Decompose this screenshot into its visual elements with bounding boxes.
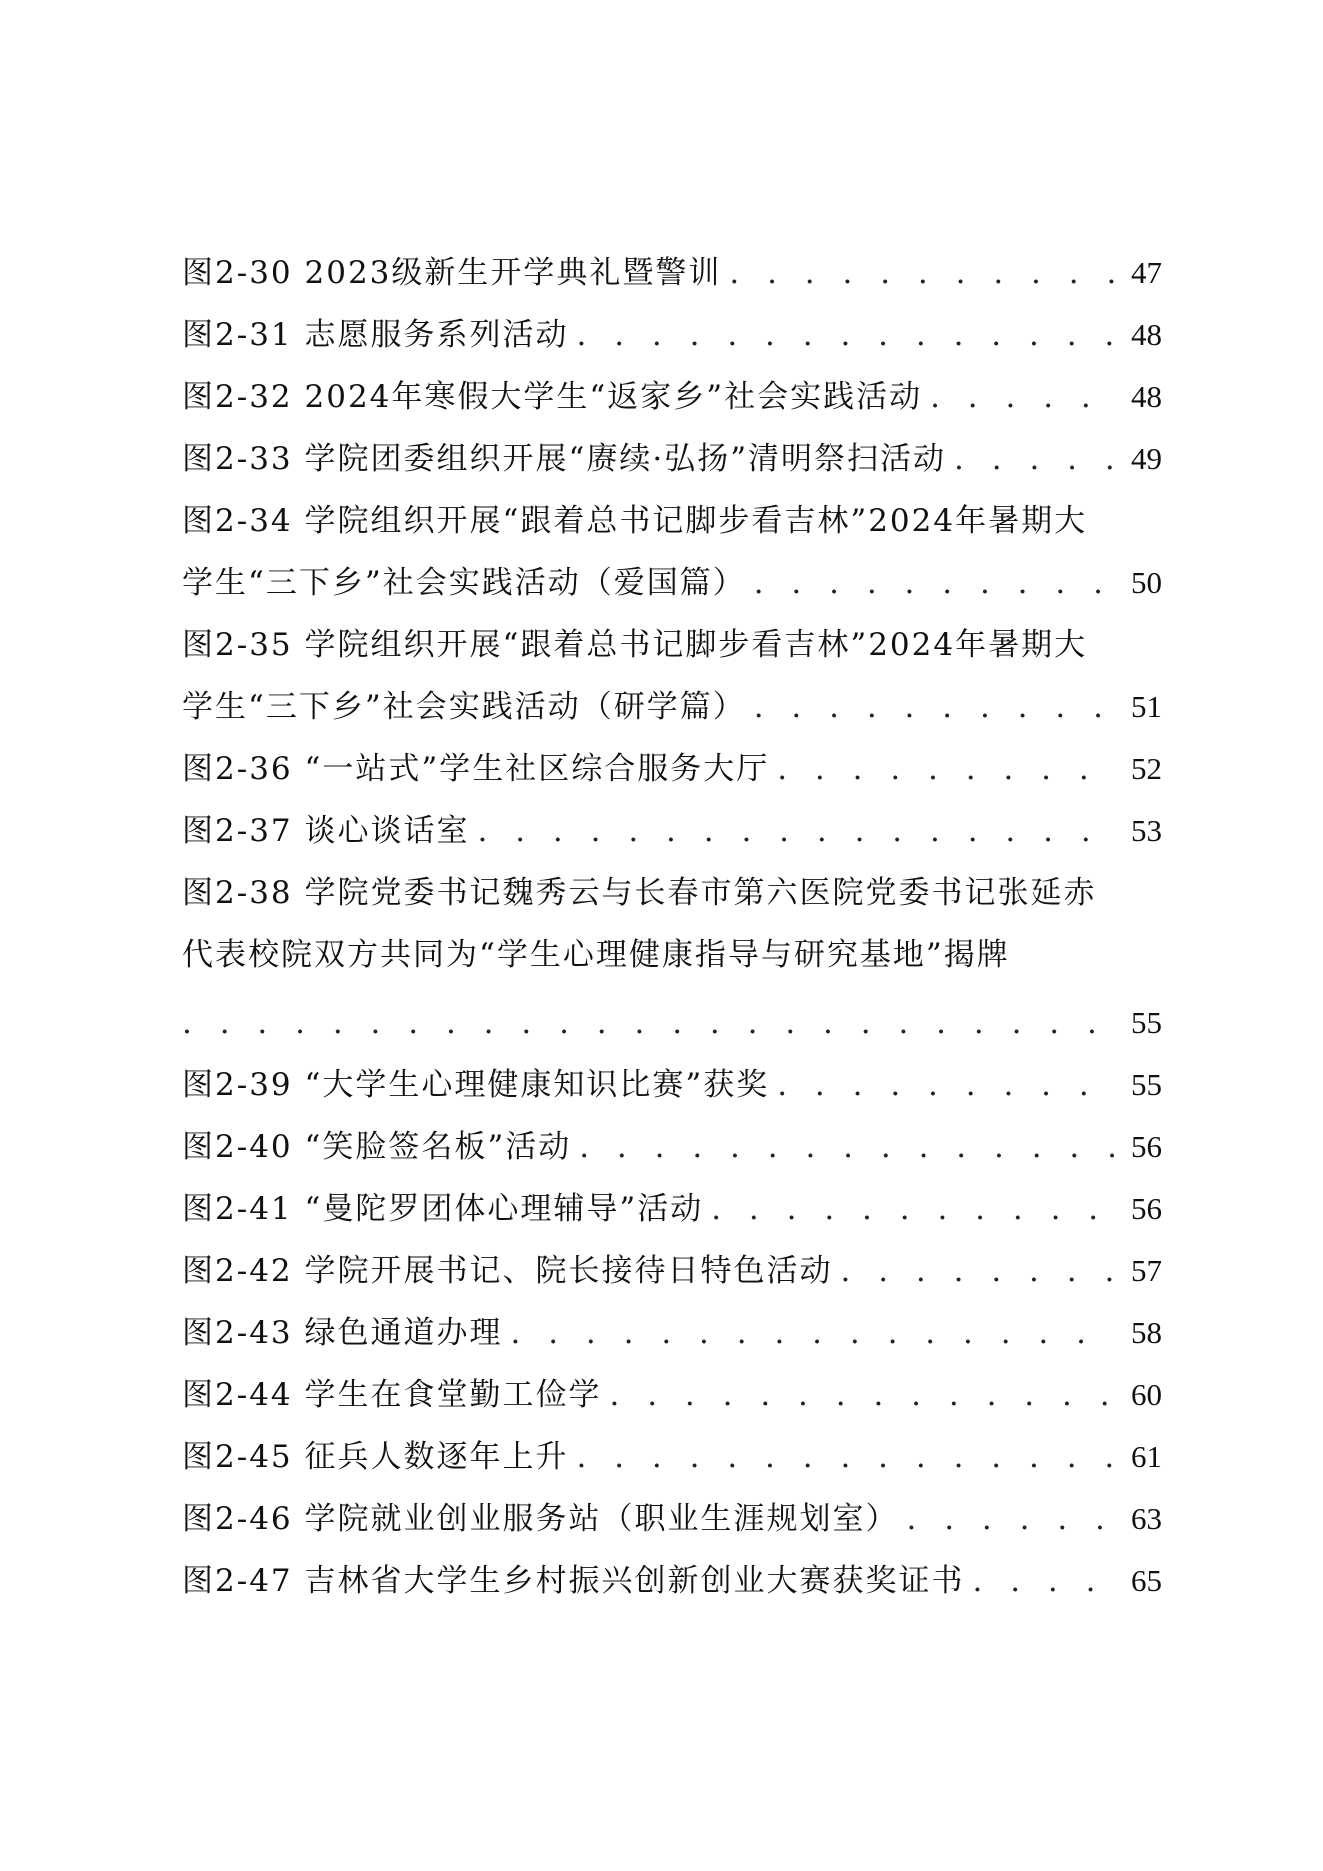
toc-entry-line[interactable]: [182, 924, 1162, 986]
toc-entry-page: 52: [1131, 751, 1162, 786]
toc-entry-label: 图2-32 2024年寒假大学生“返家乡”社会实践活动: [182, 379, 923, 415]
toc-entry-page: 56: [1131, 1129, 1162, 1164]
toc-entry[interactable]: [182, 304, 1162, 366]
toc-entry[interactable]: [182, 242, 1162, 304]
toc-entry-page: 61: [1131, 1439, 1162, 1474]
dot-leader: [703, 1178, 1114, 1240]
dot-leader: [746, 552, 1114, 614]
toc-entry-label: 图2-33 学院团委组织开展“赓续·弘扬”清明祭扫活动: [182, 441, 947, 477]
toc-entry-page: 49: [1131, 441, 1162, 476]
toc-entry[interactable]: [182, 800, 1162, 862]
toc-entry[interactable]: [182, 738, 1162, 800]
dot-leader: [569, 1426, 1115, 1488]
dot-leader: [470, 800, 1115, 862]
dot-leader: [503, 1302, 1115, 1364]
toc-entry-page: 57: [1131, 1253, 1162, 1288]
toc-entry-label-line1: 图2-34 学院组织开展“跟着总书记脚步看吉林”2024年暑期大: [182, 503, 1088, 539]
dot-leader: [569, 304, 1115, 366]
toc-entry-label: 图2-43 绿色通道办理: [182, 1315, 503, 1351]
toc-entry-label: 图2-42 学院开展书记、院长接待日特色活动: [182, 1253, 833, 1289]
toc-entry-page: 60: [1131, 1377, 1162, 1412]
dot-leader: [571, 1116, 1114, 1178]
toc-entry-label: 图2-39 “大学生心理健康知识比赛”获奖: [182, 1067, 770, 1103]
toc-entry[interactable]: [182, 1364, 1162, 1426]
toc-entry-line[interactable]: [182, 614, 1162, 676]
table-of-figures: [182, 242, 1162, 1612]
toc-entry[interactable]: [182, 1488, 1162, 1550]
toc-entry-line[interactable]: [182, 490, 1162, 552]
toc-entry-label: 图2-40 “笑脸签名板”活动: [182, 1129, 572, 1165]
toc-entry-label: 图2-47 吉林省大学生乡村振兴创新创业大赛获奖证书: [182, 1563, 965, 1599]
toc-entry-label: 图2-30 2023级新生开学典礼暨警训: [182, 255, 722, 291]
toc-entry-label: 图2-45 征兵人数逐年上升: [182, 1439, 569, 1475]
toc-entry[interactable]: [182, 1550, 1162, 1612]
toc-entry[interactable]: [182, 428, 1162, 490]
dot-leader: [965, 1550, 1115, 1612]
toc-entry-label: 图2-31 志愿服务系列活动: [182, 317, 569, 353]
toc-entry-label-line1: 图2-38 学院党委书记魏秀云与长春市第六医院党委书记张延赤: [182, 875, 1097, 911]
toc-entry-label: 图2-36 “一站式”学生社区综合服务大厅: [182, 751, 770, 787]
dot-leader: [769, 1054, 1114, 1116]
toc-entry-label: 图2-37 谈心谈话室: [182, 813, 470, 849]
dot-leader: [769, 738, 1114, 800]
toc-entry[interactable]: [182, 1054, 1162, 1116]
toc-entry[interactable]: [182, 676, 1162, 738]
toc-entry-page: 65: [1131, 1563, 1162, 1598]
dot-leader: [922, 366, 1114, 428]
toc-entry[interactable]: [182, 552, 1162, 614]
toc-entry[interactable]: [182, 366, 1162, 428]
toc-entry-line[interactable]: [182, 862, 1162, 924]
toc-entry[interactable]: [182, 1302, 1162, 1364]
toc-entry-page: 47: [1131, 255, 1162, 290]
toc-entry[interactable]: [182, 1116, 1162, 1178]
toc-entry[interactable]: [182, 1426, 1162, 1488]
toc-entry[interactable]: [182, 1240, 1162, 1302]
toc-entry-page: 55: [1131, 1067, 1162, 1102]
toc-entry-label-line1: 图2-35 学院组织开展“跟着总书记脚步看吉林”2024年暑期大: [182, 627, 1088, 663]
toc-entry-page: 53: [1131, 813, 1162, 848]
toc-entry-page: 51: [1131, 689, 1162, 724]
dot-leader: [946, 428, 1114, 490]
toc-entry-page: 48: [1131, 379, 1162, 414]
dot-leader: [602, 1364, 1115, 1426]
toc-entry-label: 图2-44 学生在食堂勤工俭学: [182, 1377, 602, 1413]
toc-entry-page: 50: [1131, 565, 1162, 600]
toc-entry-page: 56: [1131, 1191, 1162, 1226]
toc-entry-label: 学生“三下乡”社会实践活动（研学篇）: [182, 689, 746, 725]
toc-entry-label: 学生“三下乡”社会实践活动（爱国篇）: [182, 565, 746, 601]
toc-entry[interactable]: [182, 992, 1162, 1054]
toc-entry-page: 48: [1131, 317, 1162, 352]
toc-entry[interactable]: [182, 1178, 1162, 1240]
toc-entry-page: 58: [1131, 1315, 1162, 1350]
toc-entry-page: 63: [1131, 1501, 1162, 1536]
toc-entry-label: 图2-46 学院就业创业服务站（职业生涯规划室）: [182, 1501, 899, 1537]
toc-entry-label: 图2-41 “曼陀罗团体心理辅导”活动: [182, 1191, 704, 1227]
dot-leader: [746, 676, 1114, 738]
toc-entry-label-line2: 代表校院双方共同为“学生心理健康指导与研究基地”揭牌: [182, 937, 1010, 973]
dot-leader: [182, 992, 1114, 1054]
dot-leader: [899, 1488, 1115, 1550]
toc-entry-page: 55: [1131, 1005, 1162, 1040]
dot-leader: [721, 242, 1114, 304]
dot-leader: [833, 1240, 1115, 1302]
